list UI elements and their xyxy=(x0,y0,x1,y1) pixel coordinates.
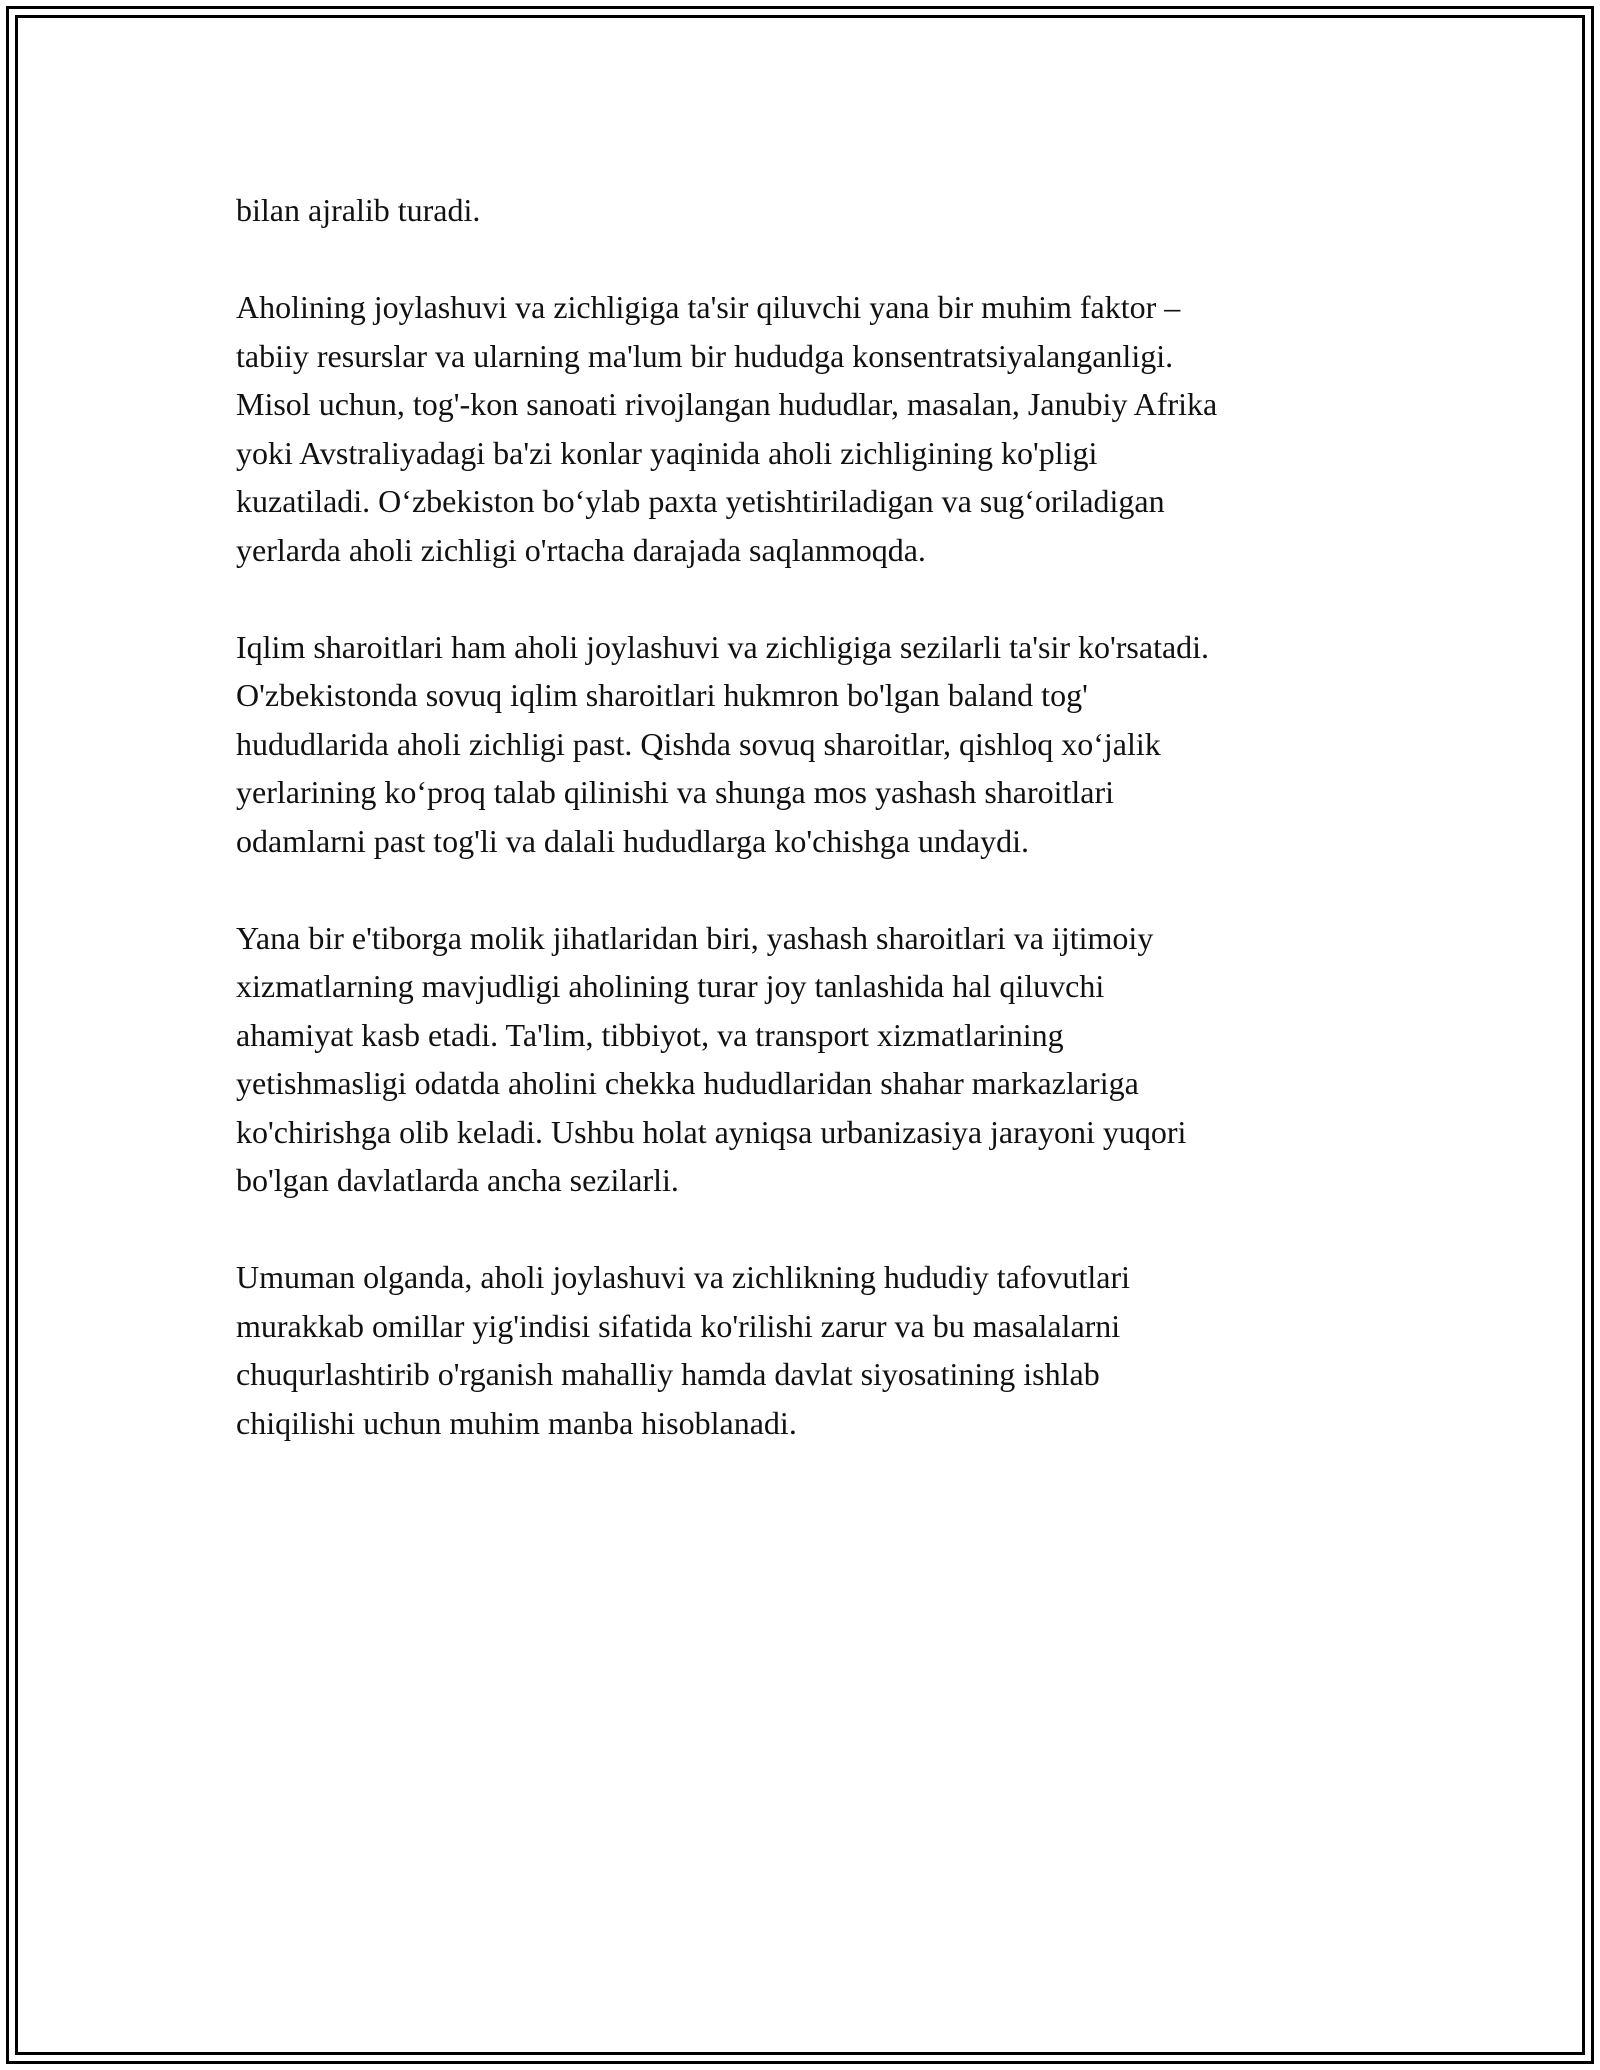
text-line: xizmatlarning mavjudligi aholining turar joy tanlashida hal qiluvchi xyxy=(236,968,1105,1004)
text-line: tabiiy resurslar va ularning ma'lum bir hududga konsentratsiyalanganligi. xyxy=(236,337,1174,374)
text-line: ko'chirishga olib keladi. Ushbu holat ayniqsa urbanizasiya jarayoni yuqori xyxy=(236,1113,1187,1150)
paragraph-2 xyxy=(236,283,1376,574)
paragraph-4 xyxy=(236,914,1376,1205)
text-line: murakkab omillar yig'indisi sifatida ko'rilishi zarur va bu masalalarni xyxy=(236,1307,1121,1344)
text-line: yoki Avstraliyadagi ba'zi konlar yaqinida aholi zichligining ko'pligi xyxy=(236,434,1098,471)
paragraph-5 xyxy=(236,1253,1376,1447)
text-line: yerlarining ko‘proq talab qilinishi va shunga mos yashash sharoitlari xyxy=(236,774,1115,810)
text-line: Yana bir e'tiborga molik jihatlaridan biri, yashash sharoitlari va ijtimoiy xyxy=(236,919,1154,956)
text-line: Misol uchun, tog'-kon sanoati rivojlangan hududlar, masalan, Janubiy Afrika xyxy=(236,386,1218,422)
text-line: ahamiyat kasb etadi. Ta'lim, tibbiyot, va transport xizmatlarining xyxy=(236,1016,1064,1053)
text-line: chuqurlashtirib o'rganish mahalliy hamda davlat siyosatining ishlab xyxy=(236,1356,1100,1392)
text-line: Umuman olganda, aholi joylashuvi va zichlikning hududiy tafovutlari xyxy=(236,1259,1131,1295)
paragraph-1 xyxy=(236,186,1376,235)
text-line: Aholining joylashuvi va zichligiga ta'sir qiluvchi yana bir muhim faktor – xyxy=(236,289,1181,325)
text-line: bilan ajralib turadi. xyxy=(236,192,481,228)
text-line: hududlarida aholi zichligi past. Qishda sovuq sharoitlar, qishloq xo‘jalik xyxy=(236,725,1161,762)
document-body xyxy=(236,186,1376,1496)
text-line: bo'lgan davlatlarda ancha sezilarli. xyxy=(236,1162,679,1198)
text-line: Iqlim sharoitlari ham aholi joylashuvi va zichligiga sezilarli ta'sir ko'rsatadi. xyxy=(236,628,1210,665)
text-line: yerlarda aholi zichligi o'rtacha darajada saqlanmoqda. xyxy=(236,531,926,568)
paragraph-3 xyxy=(236,623,1376,866)
text-line: kuzatiladi. O‘zbekiston bo‘ylab paxta yetishtiriladigan va sug‘oriladigan xyxy=(236,483,1165,519)
text-line: odamlarni past tog'li va dalali hududlarga ko'chishga undaydi. xyxy=(236,822,1029,859)
text-line: yetishmasligi odatda aholini chekka hududlaridan shahar markazlariga xyxy=(236,1065,1139,1101)
text-line: chiqilishi uchun muhim manba hisoblanadi. xyxy=(236,1404,797,1441)
text-line: O'zbekistonda sovuq iqlim sharoitlari hukmron bo'lgan baland tog' xyxy=(236,677,1088,713)
